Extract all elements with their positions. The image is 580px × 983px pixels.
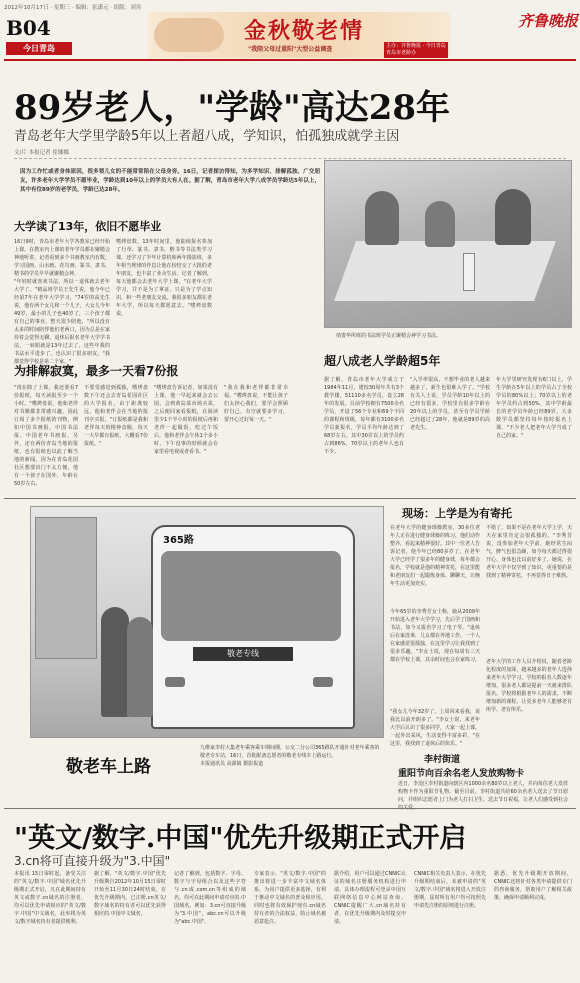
banner-organizer: 主办：齐鲁晚报 · 今日青岛 青岛市老龄办 <box>386 43 446 56</box>
feature-body-d: 不错了。如果不是在老年大学上学，天天在家里肯定会很孤独的。"李秀芳说，没参加老年大学前，她经常生闷气，脾气也很急躁，如今每天都过得很开心，身体也比以前好多了。她说，在老年大学不仅学到了知识，更重要的是找到了精神寄托，不再觉得日子难熬。 <box>486 525 572 579</box>
story2-body-g: 据悉，优先升级期开放期间，CNNIC还将针对各类申请提供专门的咨询服务，帮助用户了解相关政策，确保申请顺利完成。 <box>494 871 572 901</box>
station-shelter <box>35 517 97 659</box>
section-badge <box>6 42 72 55</box>
feature-body-a: 在老年大学的健身球操教室，30多位老年人正在进行健身球操的练习，他们动作整齐，看起来精神很好。其中一位老人告诉记者，他今年已经80多岁了，在老年大学已经学了很多年的健身球，每年都会报名，学校就是他的精神寄托，在这里能和老朋友们一起锻炼身体、聊聊天，让晚年生活更加充实。 <box>390 525 481 587</box>
story2-body-c: 记者了解到，包括数字、字母、数字与字母组合以及这些字符与.cn或.com.cn等组成的域名，均可在此期间申请对应的.中国域名。例如：3.cn可直接升级为"3.中国"，abc.cn可以升级为"abc.中国"。 <box>174 871 246 925</box>
story1-headline: 89岁老人，"学龄"高达28年 <box>14 88 451 128</box>
side-body: 近日，李沧区李村街道向辖区内1000余名80岁以上老人，并向每位老人发放购物卡作为重阳节礼物。截至目前，李村街道共给60余名老人送去了节日慰问，并组织志愿者上门为老人打扫卫生、送去节日祝福，让老人们感受到社会 <box>398 781 569 803</box>
bus-route-number: 365路 <box>163 535 194 546</box>
bus-windshield <box>161 551 341 641</box>
student-figure <box>425 201 455 247</box>
story1-body-3b: "入学率很高，不想毕业的老人越来越多了，新生也很难入学了。"学校有关人士说，学员学龄10年以上的已经有很多，学校里有很多学龄在20年以上的学员，甚至有学员学龄已经超过了28年，他就是89岁的高老先生。 <box>410 377 490 431</box>
story2-body-a: 本报讯 15日零时起，备受关注的"英文/数字.中国"域名优先升级期正式开启，凡在此期间持有英文或数字.cn域名的注册者，均可以优先申请相应的"英文/数字.中国"中文域名，此举将为英文/数字域名持有者提供便利。 <box>14 871 86 925</box>
water-bottle <box>463 253 475 291</box>
story1-body-1b: 嗜烤盘数、13年时间里，他陆续报名参加了行草、篆书、隶书，楷书等书法类学习课。还学习了半年计算机和两年摄影班，多年相当规律的作息让他在校结交了大批的老年朋友，也丰富了业余生活。记者了解到，每天他都会去老年大学上课，"在老年大学学习，并不是为了拿证，只是为了学点知识，和一些老朋友交流。我很多朋友都在老年大学，所以每天都愿意去。"嗜烤盘数说。 <box>116 239 212 317</box>
section-label: 今日青岛 <box>23 44 55 53</box>
story1-body-2d: "我在我和老伴都非常幸福。"嗜烤盘说，不能让孩子们太担心我们，要学会照顾好自己，有空就要多学习，要开心过好每一天。" <box>224 385 288 423</box>
story1-body-3c: 年大学里研究发现有6门以上，学生学龄在5年以上的学员占了全校学员的80%以上；70岁以上的老年学员约占到50%，其中学龄最长的老学员年龄已经89岁，大多数学员都坚持每年按时报名上课。"不少老人把老年大学当成了自己的家。" <box>496 377 572 439</box>
bus-body <box>151 525 355 729</box>
story1-body-1a: 16日9时，青岛市老年大学各教室已经开始上课。在教室内上课的老年学员都在聚精会神地听讲，记者看到多个书画教室内有数，学习国画、山水画、花鸟画、篆书、隶书，精书的学员早早就聚精会神， "年轻时就喜欢书法，所以一退休就去老年大学了。"精品班学员王先生说，他今年已经第7年在老年大学学习，"74岁的高先生说，他有两个女儿和一个儿子，大女儿今年49岁，最小的儿子也40岁了，三个孩子都有自己的事业，整天很少陪他，"所以没有太多的时间陪伴他们老两口，因为总是在家待着会觉得无聊，退休后报名老年大学学书法，一转眼就是13年过去了，这些年我的书法水平进步了，也认识了很多朋友，"我都觉得学校是第二个家。" <box>14 239 110 365</box>
bus-headlight <box>165 677 185 687</box>
story2-headline: "英文/数字.中国"优先升级期正式开启 <box>14 823 467 854</box>
story1-byline: 文/片 本报记者 崔娜娜 <box>14 150 69 156</box>
student-figure <box>495 189 531 245</box>
elderly-passenger <box>101 607 129 717</box>
story1-subhead: 青岛老年大学里学龄5年以上者超八成，学知识，怕孤独成就学主因 <box>14 129 400 144</box>
bus-headlight <box>313 677 333 687</box>
date-line: 2012年10月17日 · 星期三 · 编辑：张潇元 · 组版：刘宾 <box>4 5 142 11</box>
classroom-photo <box>324 160 572 328</box>
side-title-2: 重阳节向百余名老人发放购物卡 <box>398 769 525 779</box>
feature-label-text: 现场：上学是为有寄托 <box>402 507 512 520</box>
elderly-passenger <box>127 617 153 717</box>
story1-lead: 因为工作忙或者身体原因，很多领儿女的不能常常陪在父母身旁。16日，记者探访得知，为多学知识、排解孤独、广交朋友，许多老年大学学员不愿毕业，学龄达到10年以上的学员大有人在。据了解，青岛市老年大学八成学员学龄达5年以上，其中有位89岁的老学员，学龄已达28年。 <box>20 169 320 193</box>
feature-body-c: "我女儿今年32岁了，上周回来看我，说我比以前开朗多了。"李女士说，来老年大学后认识了很多同学，大家一起上课、一起外出采风，生活变得丰富多彩，"在这里，我找到了退休后的快乐。" <box>390 709 481 747</box>
feature-label <box>402 502 572 518</box>
story1-body-2c: "嗜烤盘告诉记者，如果没有上课，他一早起来就会去公园，会到黄岛菜市场买菜，之后便回家看报纸，在阅读里少1个半小时的报纸后再和老伴一起做饭，吃过午饭后，他和老伴会午休1个多小时，下午没事的时候就会在家里看电视或者看书。" <box>154 385 218 455</box>
photo2-caption: 九维家李村大集老年乘客乘车期间期，公交二分公司365路队开通针对老年乘客的敬老专车站，16日，首批配备志愿者的敬老专线车上路运行。 本报通讯员 高源婧 摄影报道 <box>200 745 380 767</box>
story2-body-d: 专家表示，"英文/数字.中国"的推出将进一步丰富中文域名体系，为用户提供更多选择，有利于推动中文域名的普及和应用，同时也将有效保护现有.cn域名持有者的合法权益，防止域名被恶意抢注。 <box>254 871 326 925</box>
banner-title: 金秋敬老情 <box>244 18 365 44</box>
photo2-title: 敬老车上路 <box>66 757 151 777</box>
banner-subtitle: "我陪父母过重阳"大型公益调查 <box>248 46 333 53</box>
desk-shape <box>334 241 556 301</box>
story1-body-2a: "现在除了上课，我还要看7份报纸，每天读报至少一个小时。"嗜烤盘说，他和老伴对书籍都非常感兴趣，因此订阅了多个报纸的刊物，例如中国书画报、中国书法报、中国老年书画报，另外，还有两份青岛当地的报纸，也有报纸也以此了解当地的新闻。因为在青岛花园社区想要出门不太方便，他有一个孩子在国外，年龄在50岁左右。 <box>14 385 78 487</box>
paper-masthead: 齐鲁晚报 <box>518 12 579 30</box>
story2-body-f: CNNIC相关负责人表示，在优先升级期结束后，未被申请的"英文/数字.中国"域名将进入开放注册期，届时所有用户均可按照先申请先注册的原则进行注册。 <box>414 871 486 909</box>
campaign-banner <box>148 12 450 58</box>
story1-subhead-3: 超八成老人学龄超5年 <box>324 354 441 368</box>
student-figure <box>365 191 399 245</box>
story2-body-e: 据介绍，用户可以通过CNNIC认证的域名注册服务机构进行申请，具体办理流程可登录中国互联网络信息中心网站查询。CNNIC提醒广大.cn域名持有者，在优先升级期内及时提交申请。 <box>334 871 406 925</box>
story2-subhead: 3.cn将可直接升级为"3.中国" <box>14 854 171 868</box>
page-number: B04 <box>6 16 51 40</box>
photo1-caption: 靖娄华所班的书法班学员正聚精会神学习书法。 <box>336 333 442 339</box>
bus-photo <box>30 506 384 738</box>
story2-body-b: 据了解，"英文/数字.中国"优先升级期自2012年10月15日零时开始至11月30日24时结束，在优先升级期内，已注册.cn英文/数字域名的持有者可以优先获得相应的.中国中文域名。 <box>94 871 166 917</box>
story1-subhead-1: 大学读了13年，依旧不愿毕业 <box>14 220 162 233</box>
hands-illustration <box>154 18 224 52</box>
feature-body-e: 老年大学的工作人员介绍说，随着老龄化程度的加深，越来越多的老年人选择来老年大学学习，学校的报名人数逐年增加，很多老人都是提前一天就来排队报名。学校将根据老年人的需求，不断增加新的课程，让更多老年人能够老有所学、老有所乐。 <box>486 659 572 713</box>
story1-body-3a: 据了解，青岛市老年大学成立于1984年11月，建校30周年共有3个教学楼，51110多名学员，设立28年的发展，目前学校拥有7500余名学员，开设了56个专业和69个不同的课程和班级，每年都有3100多名学员新报名，学员平均年龄达到了68岁左右，其中30岁以上的学员约占到86%，70岁以上的老年人也有不少。 <box>324 377 404 455</box>
story1-body-2b: 不要受感觉到孤独，嗜烤盘数下午还会去青岛花园社区的大学报名，由于距离较远，他和老伴会在当地的报刊亭买报，"订报纸都是我和老伴每天的精神食粮，每天一大早都有报纸，大概看7份报纸。" <box>84 385 148 447</box>
story1-subhead-2: 为排解寂寞，最多一天看7份报 <box>14 364 179 378</box>
feature-body-b: 今年65岁的李秀芳女士称，她从2009年开始进入老年大学学习，先后学了国画和书法，如今又报名学习了电子琴。"退休后在家没事，儿女都在外地工作，一个人在家感觉很孤独，在这里学习让我找到了很多乐趣。"李女士说，现在每周有三天都在学校上课，其余时间也会在家练习。 <box>390 609 481 663</box>
bus-destination-sign: 敬老专线 <box>193 647 293 661</box>
side-title-1: 李村街道 <box>424 755 461 765</box>
